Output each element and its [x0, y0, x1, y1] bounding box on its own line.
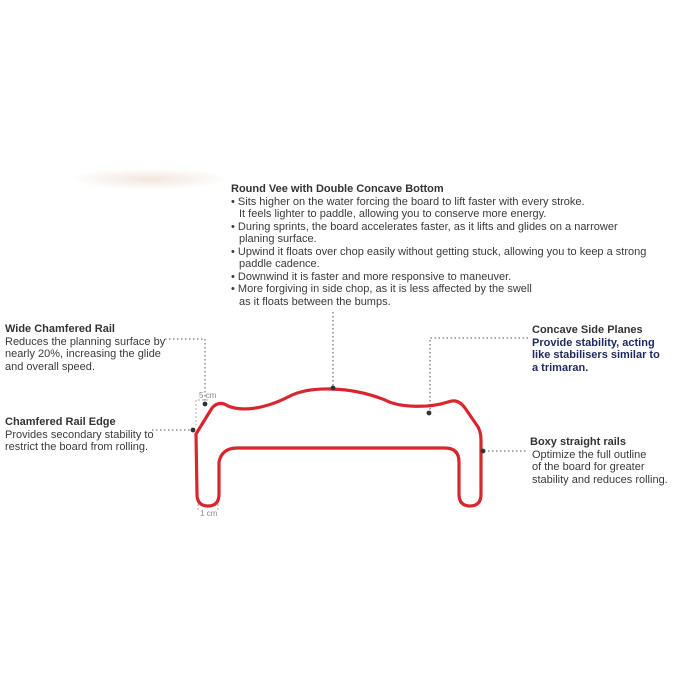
callout-line: stability and reduces rolling. [532, 473, 668, 486]
callout-line: Optimize the full outline [532, 448, 647, 461]
callout-line: of the board for greater [532, 461, 645, 473]
round-vee-title: Round Vee with Double Concave Bottom [231, 183, 444, 195]
concave-side-planes-title: Concave Side Planes [532, 324, 643, 336]
callout-line: like stabilisers similar to [532, 349, 660, 361]
width-dimension-label: 1 cm [200, 509, 218, 518]
marker-dot-round-vee [331, 386, 336, 391]
boxy-straight-rails-title: Boxy straight rails [530, 436, 626, 448]
marker-dot-chamfered-edge [191, 428, 196, 433]
bullet-line: planing surface. [239, 233, 317, 245]
callout-line: restrict the board from rolling. [5, 441, 149, 453]
bullet-line: It feels lighter to paddle, allowing you to conserve more energy. [239, 208, 547, 220]
bullet-line: • Sits higher on the water forcing the board to lift faster with every stroke. [231, 195, 585, 208]
bullet-line: • During sprints, the board accelerates faster, as it lifts and glides on a narrower [231, 220, 618, 233]
callout-line: and overall speed. [5, 360, 95, 373]
wide-chamfered-rail-title: Wide Chamfered Rail [5, 323, 115, 335]
callout-line: Reduces the planning surface by [5, 335, 166, 348]
callout-line: nearly 20%, increasing the glide [5, 348, 161, 360]
bullet-line: as it floats between the bumps. [239, 295, 391, 308]
chamfered-rail-edge-title: Chamfered Rail Edge [5, 416, 116, 428]
bullet-line: paddle cadence. [239, 258, 320, 270]
board-outline [196, 389, 481, 506]
callout-line: Provides secondary stability to [5, 428, 154, 441]
callout-line: a trimaran. [532, 361, 589, 374]
marker-dot-wide-rail [203, 402, 208, 407]
marker-dot-boxy-rails [481, 449, 486, 454]
bullet-line: • More forgiving in side chop, as it is less affected by the swell [231, 283, 532, 295]
leader-line-concave-planes [430, 338, 528, 412]
bullet-line: • Downwind it is faster and more responsive to maneuver. [231, 270, 512, 283]
height-dimension-label: 5 cm [199, 391, 217, 400]
bullet-line: • Upwind it floats over chop easily without getting stuck, allowing you to keep a strong [231, 245, 647, 258]
callout-line: Provide stability, acting [532, 336, 655, 349]
marker-dot-concave-planes [427, 411, 432, 416]
